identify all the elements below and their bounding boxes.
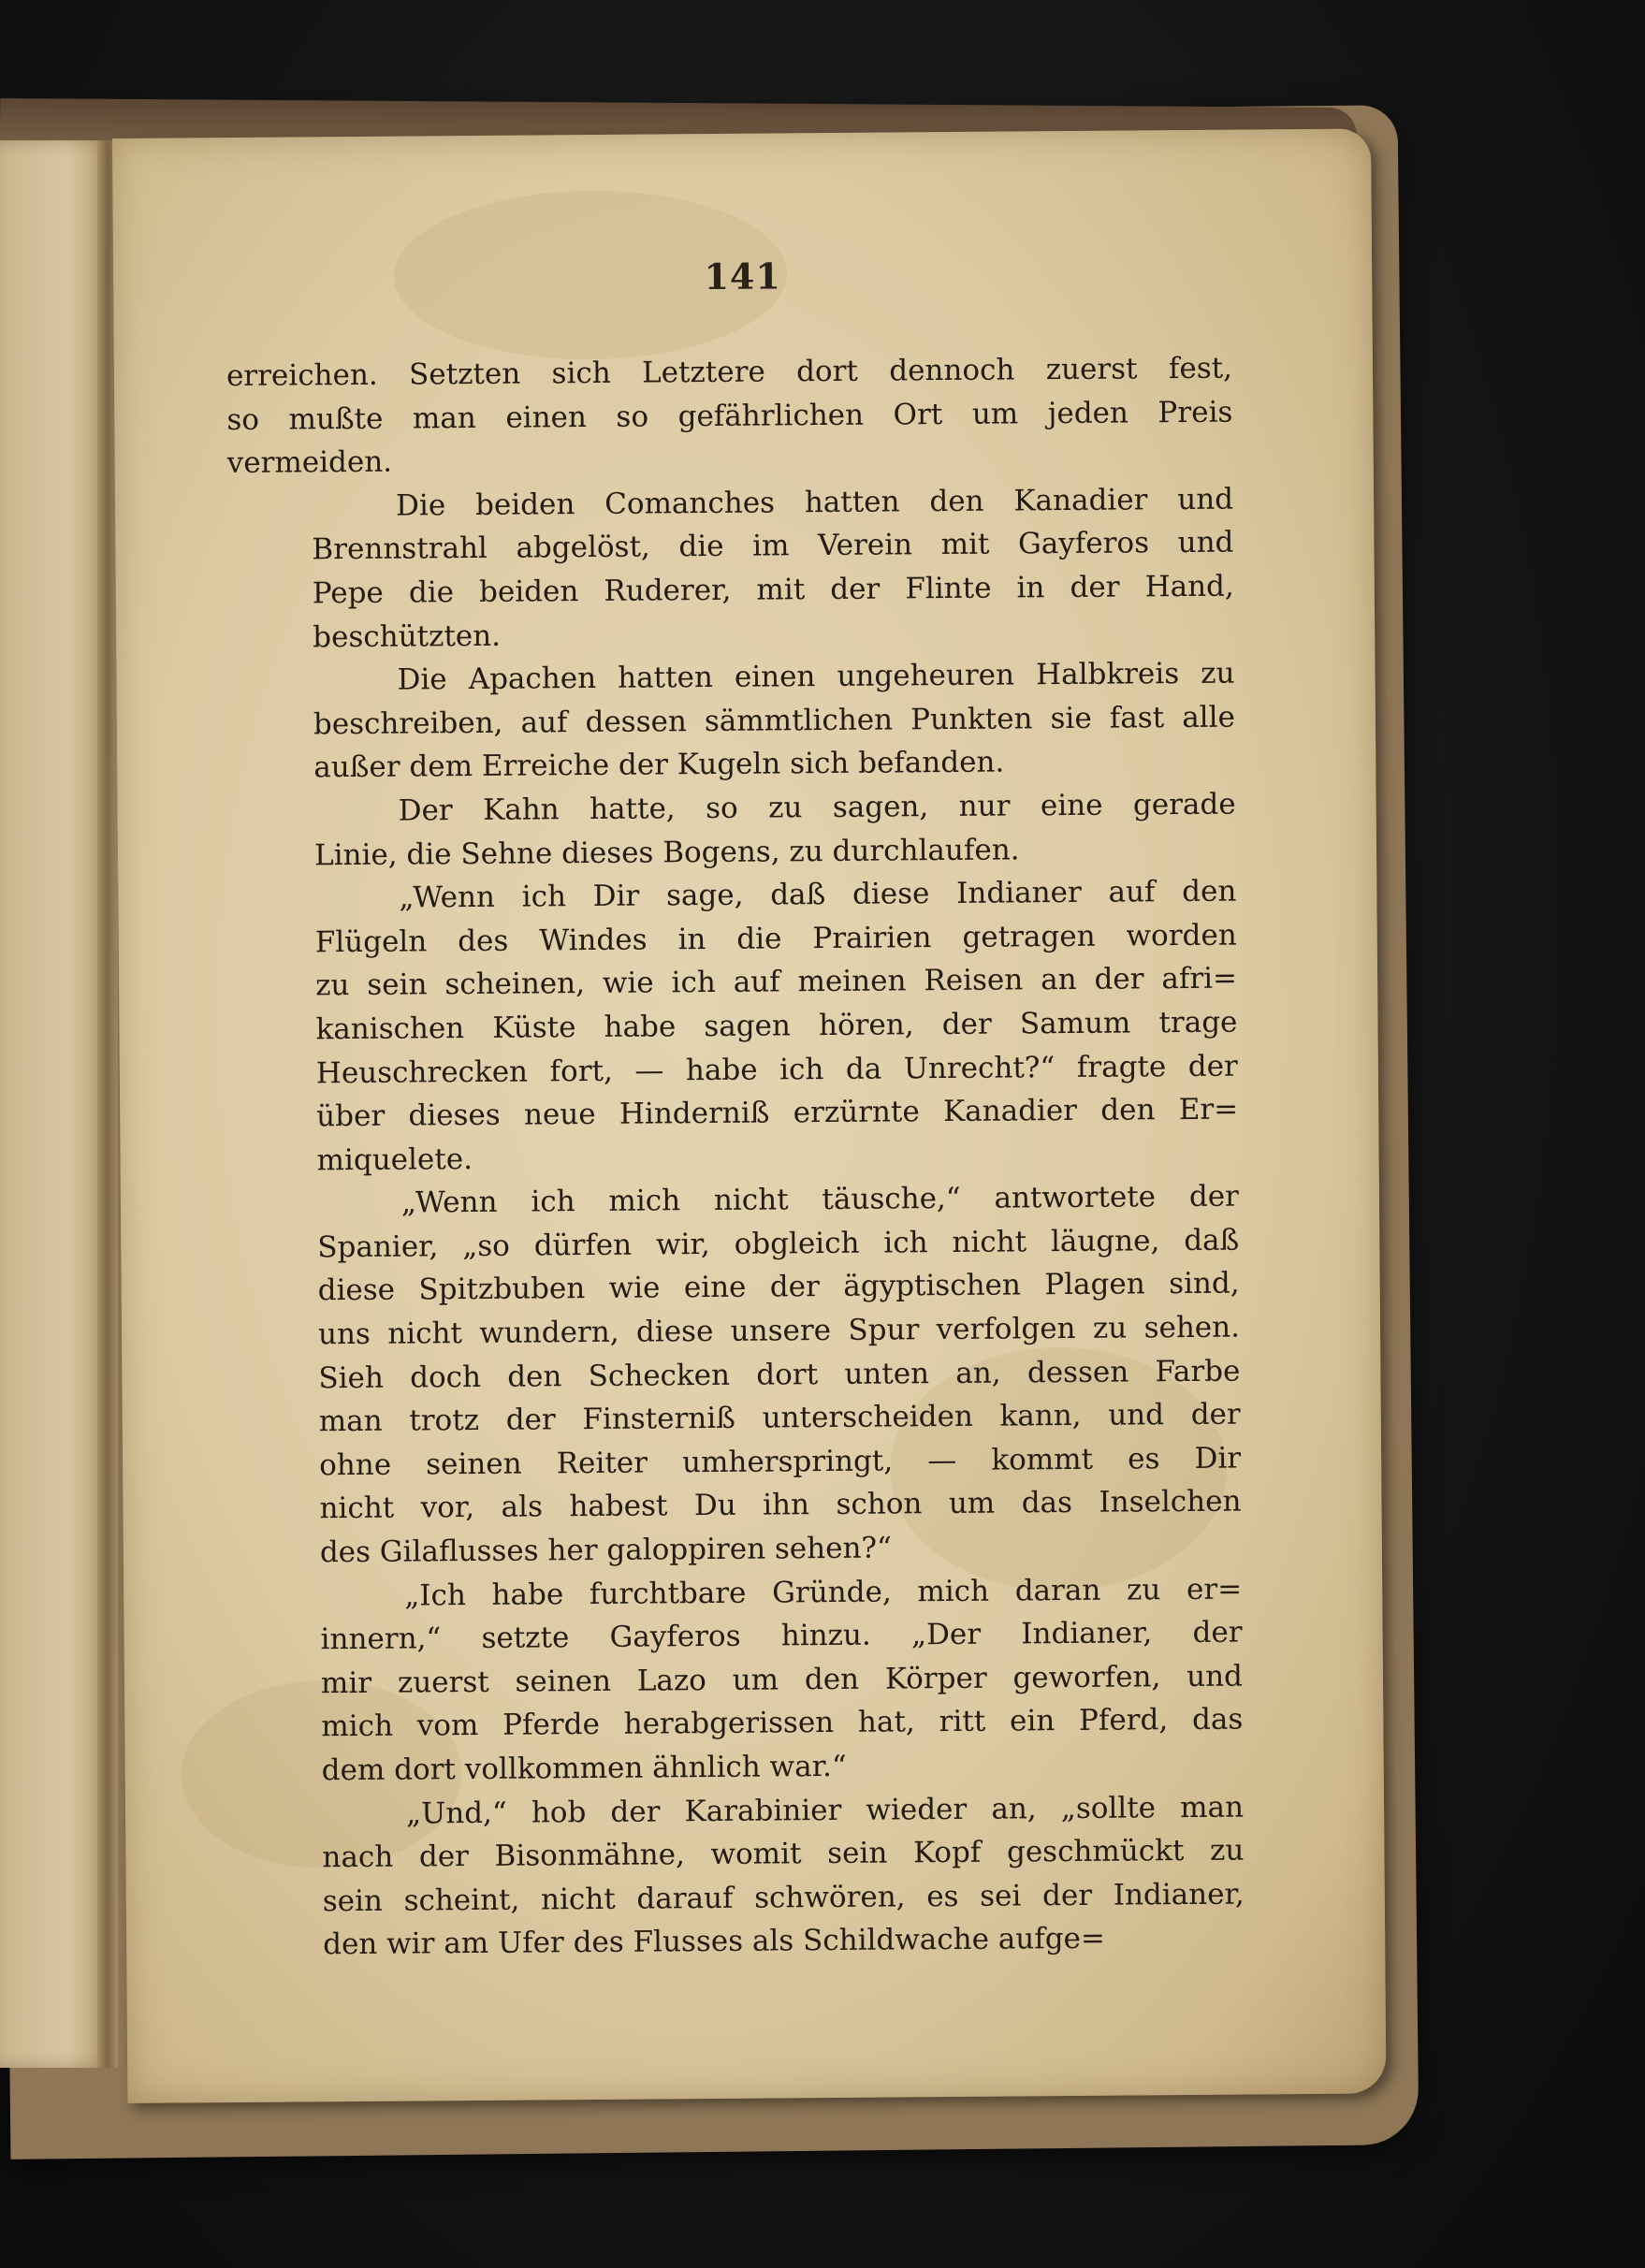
body-text <box>226 347 1245 1968</box>
text-line: uns nicht wundern, diese unsere Spur verfolgen zu sehen. <box>317 1310 1241 1352</box>
text-line: des Gilaflusses her galoppiren sehen?“ <box>319 1531 893 1570</box>
text-line: „Und,“ hob der Karabinier wieder an, „sollte man <box>405 1790 1245 1831</box>
text-line: Flügeln des Windes in die Prairien getragen worden <box>314 918 1237 960</box>
book-page <box>112 128 1386 2102</box>
text-line: nicht vor, als habest Du ihn schon um das Inselchen <box>319 1485 1242 1526</box>
text-line: innern,“ setzte Gayferos hinzu. „Der Indianer, der <box>320 1615 1243 1657</box>
text-line: kanischen Küste habe sagen hören, der Samum trage <box>315 1005 1238 1047</box>
text-line: beschreiben, auf dessen sämmtlichen Punkten sie fast alle <box>313 700 1236 742</box>
text-line: dem dort vollkommen ähnlich war.“ <box>321 1749 847 1788</box>
text-line: „Wenn ich Dir sage, daß diese Indianer auf den <box>399 874 1237 915</box>
text-line: mir zuerst seinen Lazo um den Körper geworfen, und <box>320 1659 1244 1701</box>
text-line: zu sein scheinen, wie ich auf meinen Reisen an der afri= <box>314 961 1238 1003</box>
text-line: Die Apachen hatten einen ungeheuren Halbkreis zu <box>397 656 1235 697</box>
paragraph <box>227 477 1234 660</box>
paragraph <box>233 1175 1242 1576</box>
text-line: außer dem Erreiche der Kugeln sich befanden. <box>313 745 1005 785</box>
text-line: Die beiden Comanches hatten den Kanadier und <box>395 482 1234 523</box>
paragraph <box>226 347 1233 486</box>
text-line: „Wenn ich mich nicht täusche,“ antwortete der <box>400 1179 1240 1220</box>
paragraph <box>238 1785 1245 1968</box>
text-line: sein scheint, nicht darauf schwören, es sei der Indianer, <box>322 1877 1245 1919</box>
text-line: den wir am Ufer des Flusses als Schildwache aufge= <box>323 1922 1106 1962</box>
page-number: 141 <box>704 254 782 298</box>
text-line: beschützten. <box>313 618 502 654</box>
left-page <box>0 140 110 2068</box>
paragraph <box>228 652 1235 791</box>
text-line: diese Spitzbuben wie eine der ägyptischen Plagen sind, <box>317 1267 1240 1308</box>
text-line: Brennstrahl abgelöst, die im Verein mit Gayferos und <box>312 525 1234 567</box>
text-line: mich vom Pferde herabgerissen hat, ritt ein Pferd, das <box>321 1702 1244 1744</box>
text-line: Der Kahn hatte, so zu sagen, nur eine gerade <box>398 787 1236 828</box>
text-line: Pepe die beiden Ruderer, mit der Flinte in der Hand, <box>312 569 1234 611</box>
text-line: nach der Bisonmähne, womit sein Kopf geschmückt zu <box>322 1833 1245 1875</box>
paragraph <box>230 870 1239 1184</box>
text-line: ohne seinen Reiter umherspringt, — kommt es Dir <box>319 1441 1242 1483</box>
text-line: „Ich habe furchtbare Gründe, mich daran zu er= <box>404 1572 1243 1613</box>
text-line: so mußte man einen so gefährlichen Ort um jeden Preis <box>226 395 1233 437</box>
text-line: Sieh doch den Schecken dort unten an, dessen Farbe <box>318 1354 1241 1395</box>
text-line: vermeiden. <box>226 444 393 481</box>
text-line: erreichen. Setzten sich Letztere dort dennoch zuerst fest, <box>226 351 1233 394</box>
text-line: miquelete. <box>316 1141 473 1178</box>
text-line: man trotz der Finsterniß unterscheiden kann, und der <box>318 1397 1241 1439</box>
paragraph <box>236 1567 1244 1793</box>
text-line: über dieses neue Hinderniß erzürnte Kanadier den Er= <box>316 1092 1239 1134</box>
text-line: Spanier, „so dürfen wir, obgleich ich nicht läugne, daß <box>317 1223 1240 1265</box>
paragraph <box>229 783 1236 879</box>
text-line: Heuschrecken fort, — habe ich da Unrecht?“ fragte der <box>315 1049 1238 1090</box>
text-line: Linie, die Sehne dieses Bogens, zu durchlaufen. <box>313 832 1020 872</box>
